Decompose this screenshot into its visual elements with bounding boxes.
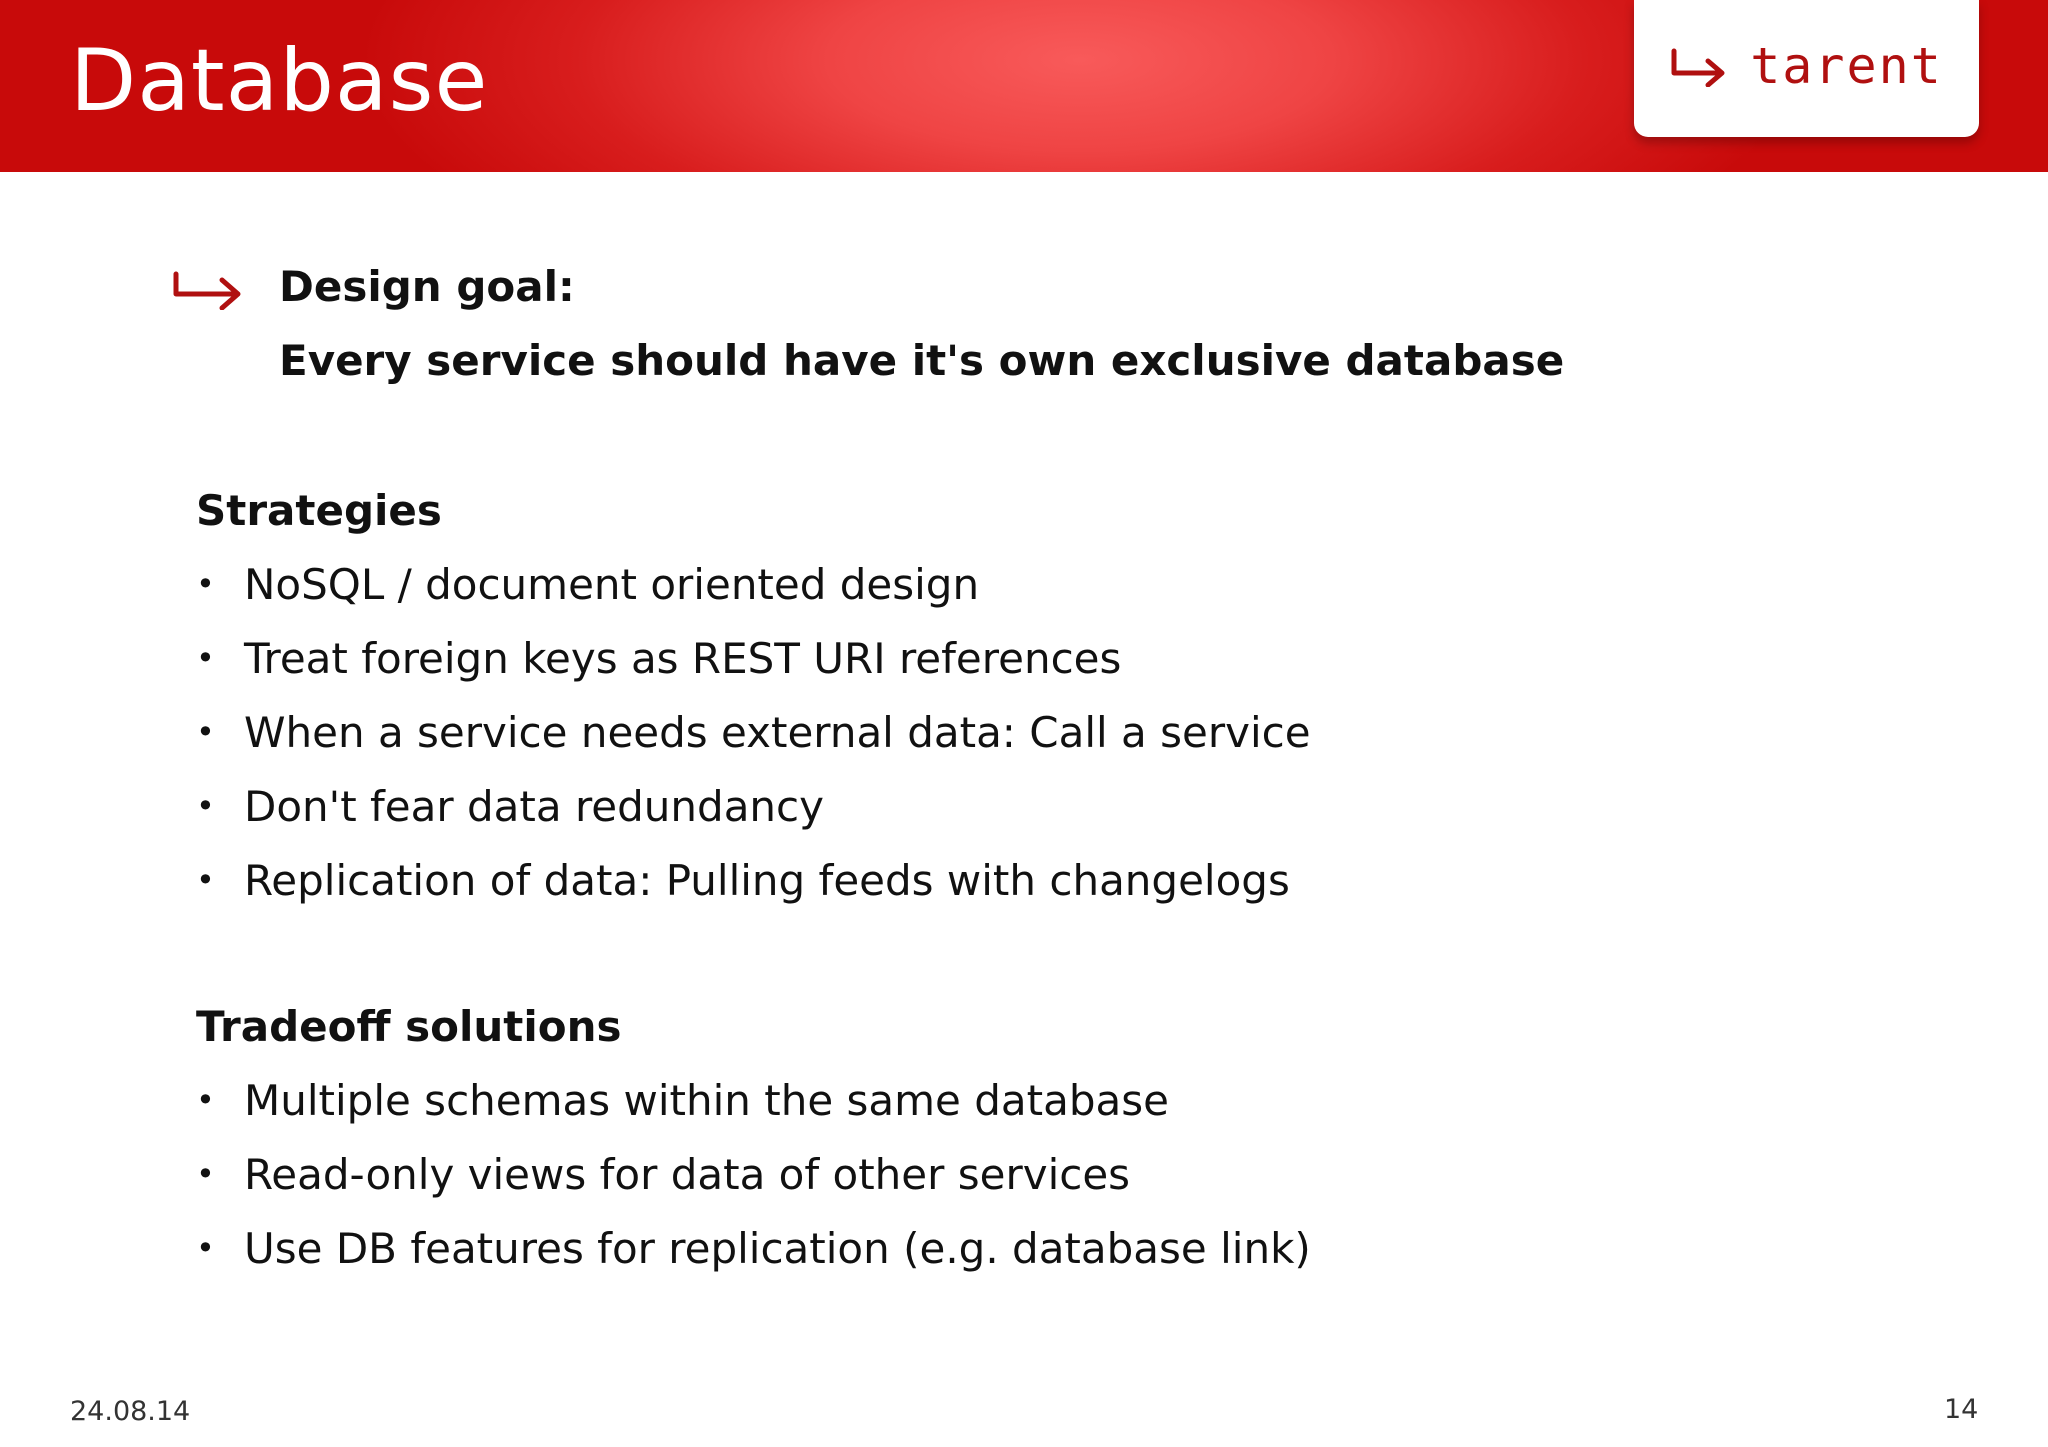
list-item-text: Treat foreign keys as REST URI references — [244, 634, 1122, 683]
hook-arrow-icon — [1670, 47, 1728, 87]
slide-header — [0, 0, 2048, 172]
bullet-icon: • — [196, 713, 215, 751]
bullet-icon: • — [196, 861, 215, 899]
list-item-text: Don't fear data redundancy — [244, 782, 825, 831]
bullet-icon: • — [196, 639, 215, 677]
list-item — [196, 1076, 1311, 1154]
tradeoffs-heading: Tradeoff solutions — [196, 1002, 622, 1051]
list-item-text: NoSQL / document oriented design — [244, 560, 980, 609]
bullet-icon: • — [196, 1229, 215, 1267]
tradeoffs-list — [196, 1076, 1311, 1302]
strategies-heading: Strategies — [196, 486, 442, 535]
list-item — [196, 708, 1311, 786]
bullet-icon: • — [196, 1155, 215, 1193]
list-item — [196, 560, 1311, 638]
slide-title: Database — [70, 31, 489, 131]
list-item-text: When a service needs external data: Call a service — [244, 708, 1311, 757]
bullet-icon: • — [196, 565, 215, 603]
strategies-list — [196, 560, 1311, 934]
list-item — [196, 856, 1311, 934]
logo-badge — [1634, 0, 1979, 137]
hook-arrow-icon — [172, 270, 244, 310]
list-item — [196, 634, 1311, 712]
design-goal-text: Every service should have it's own exclusive database — [279, 336, 1565, 385]
page-number: 14 — [1944, 1394, 1979, 1425]
list-item-text: Replication of data: Pulling feeds with changelogs — [244, 856, 1290, 905]
list-item-text: Use DB features for replication (e.g. database link) — [244, 1224, 1311, 1273]
list-item — [196, 1150, 1311, 1228]
list-item — [196, 782, 1311, 860]
list-item-text: Multiple schemas within the same database — [244, 1076, 1169, 1125]
design-goal-label: Design goal: — [279, 262, 575, 311]
list-item-text: Read-only views for data of other services — [244, 1150, 1131, 1199]
logo-text: tarent — [1750, 36, 1943, 95]
bullet-icon: • — [196, 787, 215, 825]
bullet-icon: • — [196, 1081, 215, 1119]
footer-date: 24.08.14 — [70, 1396, 191, 1427]
list-item — [196, 1224, 1311, 1302]
